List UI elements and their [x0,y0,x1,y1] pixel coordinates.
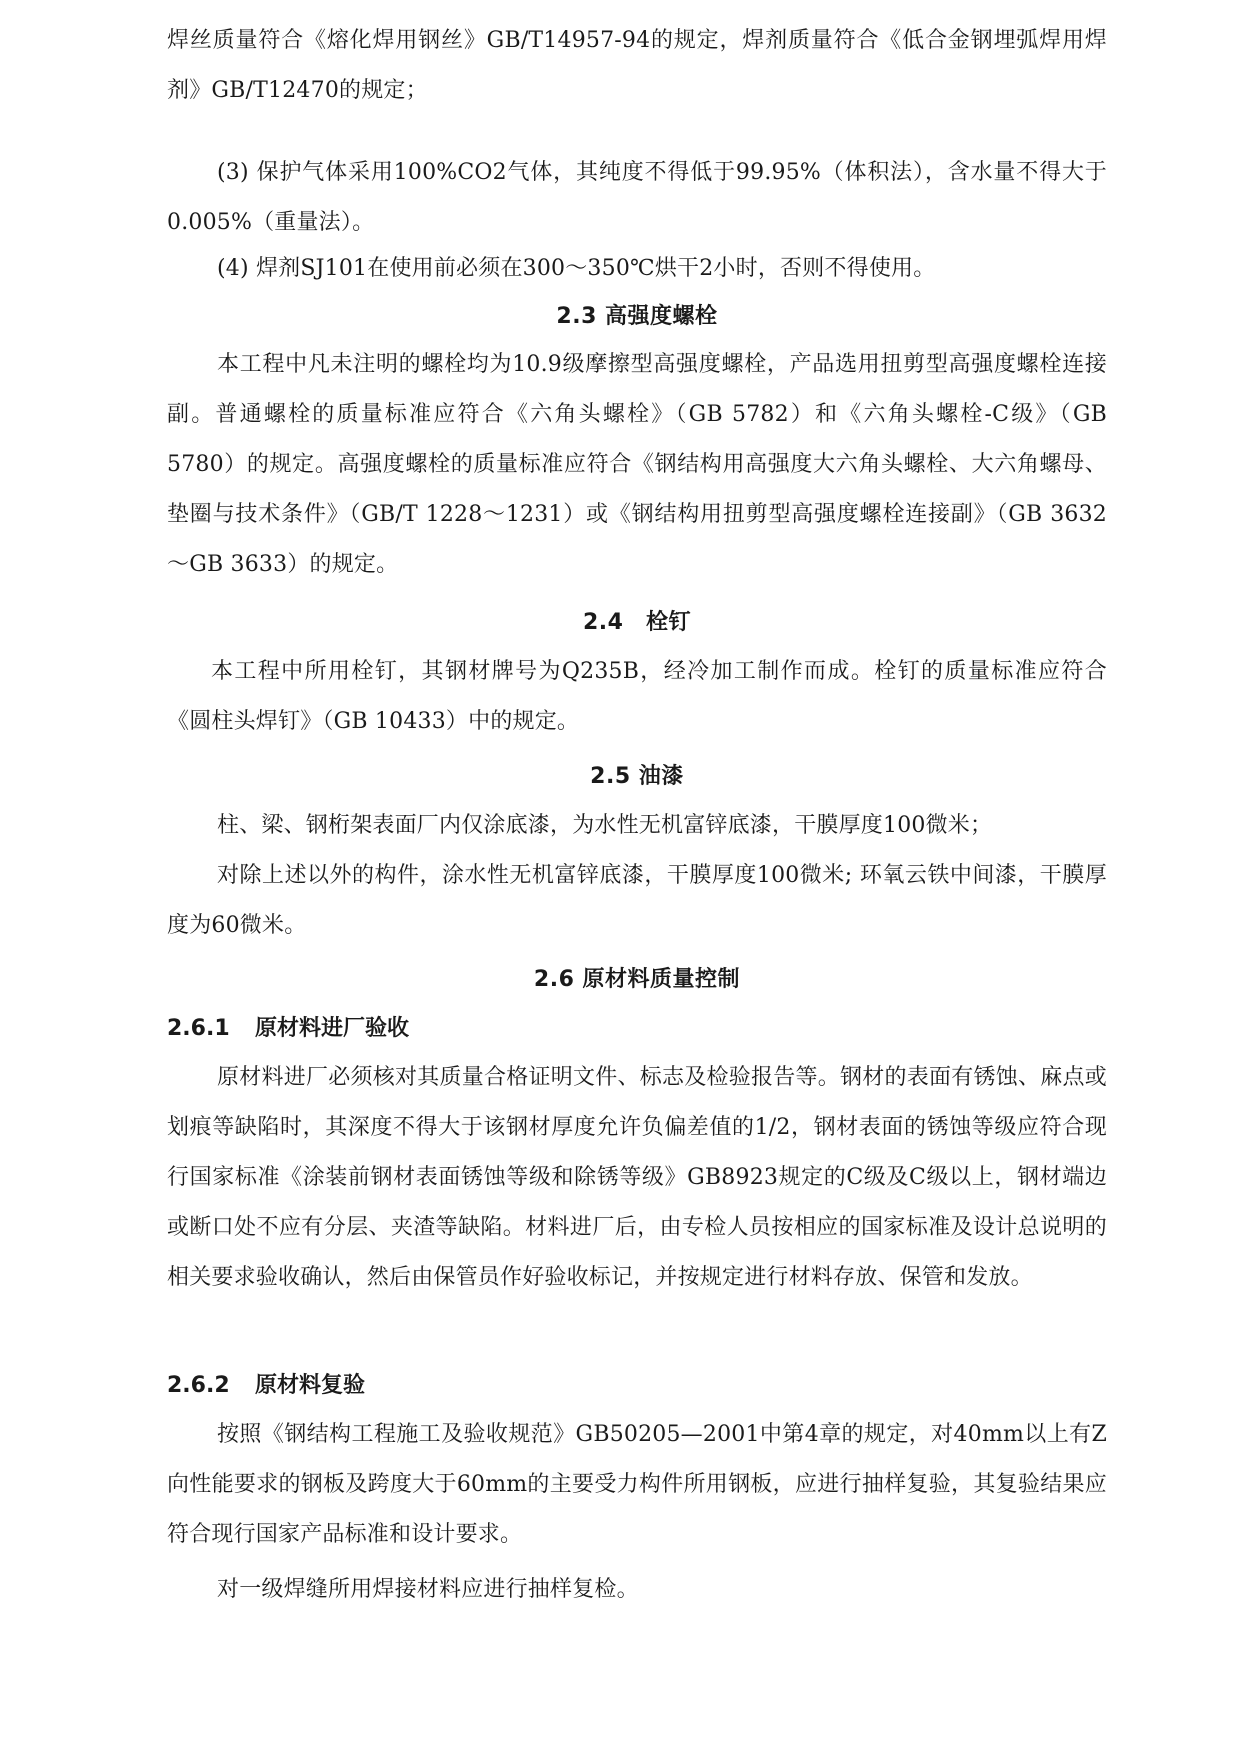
paragraph-reinspection: 按照《钢结构工程施工及验收规范》GB50205—2001中第4章的规定，对40mm以上有Z向性能要求的钢板及跨度大于60mm的主要受力构件所用钢板，应进行抽样复验，其复验结果应符合现行国家产品标准和设计要求。 [167,1422,1107,1547]
subsection-title: 原材料复验 [255,1373,366,1398]
subsection-title: 原材料进厂验收 [255,1016,410,1041]
subsection-number: 2.6.2 [167,1373,230,1398]
section-heading-material-quality-control: 2.6 原材料质量控制 [533,967,741,992]
section-heading-paint: 2.5 油漆 [590,764,684,789]
subsection-heading-reinspection [167,1361,1107,1411]
paragraph-high-strength-bolts: 本工程中凡未注明的螺栓均为10.9级摩擦型高强度螺栓，产品选用扭剪型高强度螺栓连接副。普通螺栓的质量标准应符合《六角头螺栓》（GB 5782）和《六角头螺栓-C级》（GB 5780）的规定。高强度螺栓的质量标准应符合《钢结构用高强度大六角头螺栓、大六角螺母、垫圈与技术条件》（GB/T 1228～1231）或《钢结构用扭剪型高强度螺栓连接副》（GB 3632～GB 3633）的规定。 [167,352,1107,577]
paragraph-studs: 本工程中所用栓钉，其钢材牌号为Q235B，经冷加工制作而成。栓钉的质量标准应符合《圆柱头焊钉》（GB 10433）中的规定。 [167,659,1107,734]
paragraph-shielding-gas: (3) 保护气体采用100%CO2气体，其纯度不得低于99.95%（体积法），含水量不得大于0.005%（重量法）。 [167,160,1107,235]
paragraph-incoming-inspection: 原材料进厂必须核对其质量合格证明文件、标志及检验报告等。钢材的表面有锈蚀、麻点或划痕等缺陷时，其深度不得大于该钢材厚度允许负偏差值的1/2，钢材表面的锈蚀等级应符合现行国家标准《涂装前钢材表面锈蚀等级和除锈等级》GB8923规定的C级及C级以上，钢材端边或断口处不应有分层、夹渣等缺陷。材料进厂后，由专检人员按相应的国家标准及设计总说明的相关要求验收确认，然后由保管员作好验收标记，并按规定进行材料存放、保管和发放。 [167,1065,1107,1290]
paragraph-welding-wire: 焊丝质量符合《熔化焊用钢丝》GB/T14957-94的规定，焊剂质量符合《低合金钢埋弧焊用焊剂》GB/T12470的规定； [167,28,1107,103]
subsection-number: 2.6.1 [167,1016,230,1041]
paragraph-paint-other: 对除上述以外的构件，涂水性无机富锌底漆，干膜厚度100微米; 环氧云铁中间漆，干膜厚度为60微米。 [167,863,1107,938]
paragraph-flux-drying: (4) 焊剂SJ101在使用前必须在300～350℃烘干2小时，否则不得使用。 [217,256,936,281]
section-heading-high-strength-bolts: 2.3 高强度螺栓 [556,304,718,329]
section-heading-studs: 2.4 栓钉 [583,610,691,635]
paragraph-weld-material-reinspection: 对一级焊缝所用焊接材料应进行抽样复检。 [217,1577,639,1602]
paragraph-paint-primer: 柱、梁、钢桁架表面厂内仅涂底漆，为水性无机富锌底漆，干膜厚度100微米； [217,813,993,838]
subsection-heading-incoming-inspection [167,1004,1107,1054]
